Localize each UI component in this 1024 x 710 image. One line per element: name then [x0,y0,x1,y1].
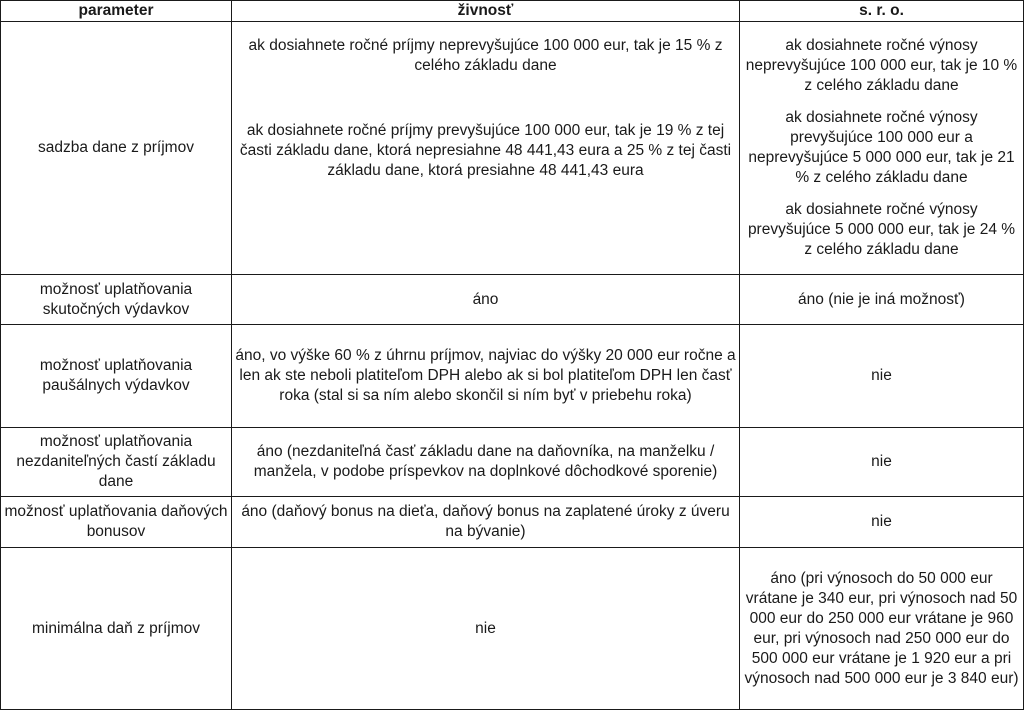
parameter-cell: možnosť uplatňovania nezdaniteľných častí základu dane [1,428,232,497]
parameter-cell: možnosť uplatňovania paušálnych výdavkov [1,325,232,428]
sro-cell: áno (nie je iná možnosť) [740,275,1024,325]
parameter-cell: možnosť uplatňovania daňových bonusov [1,497,232,548]
table-row-minimum-tax [1,548,1024,710]
zivnost-cell: áno (nezdaniteľná časť základu dane na daňovníka, na manželku / manžela, v podobe príspevkov na doplnkové dôchodkové sporenie) [232,428,740,497]
zivnost-rate-paragraph: ak dosiahnete ročné príjmy neprevyšujúce 100 000 eur, tak je 15 % z celého základu dane [248,37,723,74]
table-row-flat-expenses [1,325,1024,428]
table-row-actual-expenses [1,275,1024,325]
sro-cell: áno (pri výnosoch do 50 000 eur vrátane je 340 eur, pri výnosoch nad 50 000 eur do 250 000 eur vrátane je 960 eur, pri výnosoch nad 250 000 eur do 500 000 eur vrátane je 1 920 eur a pri výnosoch nad 500 000 eur je 3 840 eur) [740,548,1024,710]
sro-rate-paragraph: ak dosiahnete ročné výnosy neprevyšujúce 100 000 eur, tak je 10 % z celého základu dane [745,37,1018,94]
sro-rate-paragraph: ak dosiahnete ročné výnosy prevyšujúce 100 000 eur a neprevyšujúce 5 000 000 eur, tak je 21 % z celého základu dane [748,109,1015,186]
zivnost-cell [232,22,740,275]
parameter-cell: možnosť uplatňovania skutočných výdavkov [1,275,232,325]
header-parameter: parameter [1,1,232,22]
zivnost-cell: áno (daňový bonus na dieťa, daňový bonus na zaplatené úroky z úveru na bývanie) [232,497,740,548]
sro-cell: nie [740,325,1024,428]
zivnost-rate-paragraph: ak dosiahnete ročné príjmy prevyšujúce 100 000 eur, tak je 19 % z tej časti základu dane, ktorá nepresiahne 48 441,43 eura a 25 % z tej časti základu dane, ktorá presiahne 48 441,43 eura [239,122,732,179]
table-row-tax-rate [1,22,1024,275]
header-sro: s. r. o. [740,1,1024,22]
parameter-cell: sadzba dane z príjmov [1,22,232,275]
header-zivnost: živnosť [232,1,740,22]
zivnost-cell: áno [232,275,740,325]
parameter-cell: minimálna daň z príjmov [1,548,232,710]
sro-cell: nie [740,428,1024,497]
table-row-non-taxable [1,428,1024,497]
header-row [1,1,1024,22]
table-row-tax-bonuses [1,497,1024,548]
sro-cell [740,22,1024,275]
sro-rate-paragraph: ak dosiahnete ročné výnosy prevyšujúce 5 000 000 eur, tak je 24 % z celého základu dane [747,201,1016,258]
sro-cell: nie [740,497,1024,548]
zivnost-cell: áno, vo výške 60 % z úhrnu príjmov, najviac do výšky 20 000 eur ročne a len ak ste neboli platiteľom DPH alebo ak si bol platiteľom DPH len časť roka (stal si sa ním alebo skončil si ním byť v priebehu roka) [232,325,740,428]
zivnost-cell: nie [232,548,740,710]
